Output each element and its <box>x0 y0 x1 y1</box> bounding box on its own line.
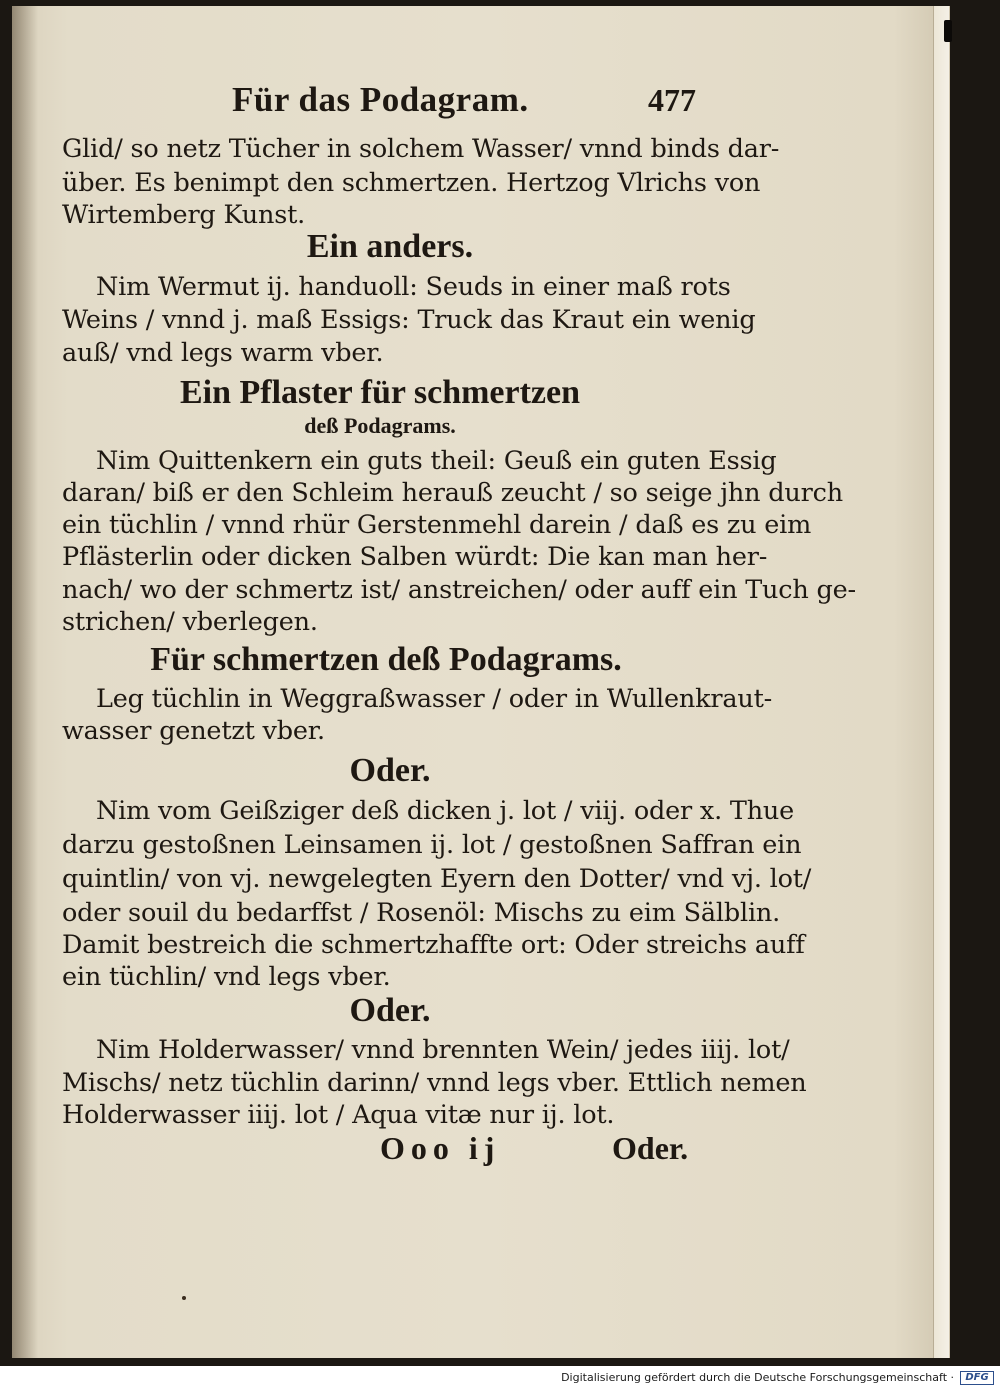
text-line: Wirtemberg Kunst. <box>62 200 306 230</box>
text-line: über. Es benimpt den schmertzen. Hertzog Vlrichs von <box>62 168 761 198</box>
text-line: nach/ wo der schmertz ist/ anstreichen/ oder auff ein Tuch ge- <box>62 575 856 605</box>
text-line: Nim vom Geißziger deß dicken j. lot / viij. oder x. Thue <box>96 796 795 826</box>
text-line: ein tüchlin / vnnd rhür Gerstenmehl darein / daß es zu eim <box>62 510 812 540</box>
text-line: Damit bestreich die schmertzhaffte ort: Oder streichs auff <box>62 930 805 960</box>
text-line: Leg tüchlin in Weggraßwasser / oder in Wullenkraut- <box>96 684 773 714</box>
section-heading: Oder. <box>349 992 431 1029</box>
running-title: Für das Podagram. <box>232 80 529 119</box>
text-line: darzu gestoßnen Leinsamen ij. lot / gestoßnen Saffran ein <box>62 830 802 860</box>
text-line: Nim Wermut ij. handuoll: Seuds in einer maß rots <box>96 272 731 302</box>
text-line: auß/ vnd legs warm vber. <box>62 338 384 368</box>
section-heading: Ein anders. <box>306 228 474 265</box>
text-line: quintlin/ von vj. newgelegten Eyern den Dotter/ vnd vj. lot/ <box>62 864 812 894</box>
catchword: Oder. <box>612 1130 689 1166</box>
text-line: Nim Holderwasser/ vnnd brennten Wein/ jedes iiij. lot/ <box>96 1035 790 1065</box>
section-heading: Ein Pflaster für schmertzen <box>179 374 581 411</box>
section-heading: Für schmertzen deß Podagrams. <box>150 641 622 678</box>
text-line: Holderwasser iiij. lot / Aqua vitæ nur ij. lot. <box>62 1100 615 1130</box>
text-line: Mischs/ netz tüchlin darinn/ vnnd legs vber. Ettlich nemen <box>62 1068 807 1098</box>
text-line: oder souil du bedarffst / Rosenöl: Mischs zu eim Sälblin. <box>62 898 781 928</box>
text-line: strichen/ vberlegen. <box>62 607 318 637</box>
text-line: Pflästerlin oder dicken Salben würdt: Die kan man her- <box>62 542 768 572</box>
page-edge <box>933 6 949 1358</box>
text-line: ein tüchlin/ vnd legs vber. <box>62 962 391 992</box>
dfg-logo: DFG <box>960 1371 994 1385</box>
text-line: Nim Quittenkern ein guts theil: Geuß ein guten Essig <box>96 446 777 476</box>
text-line: Weins / vnnd j. maß Essigs: Truck das Kraut ein wenig <box>62 305 756 335</box>
text-line: wasser genetzt vber. <box>62 716 325 746</box>
corner-marker <box>944 20 952 42</box>
section-heading: Oder. <box>349 752 431 789</box>
ink-speck <box>182 1296 186 1300</box>
section-subheading: deß Podagrams. <box>304 413 456 438</box>
footer-credit: Digitalisierung gefördert durch die Deutsche Forschungsgemeinschaft · <box>561 1371 954 1384</box>
signature-mark: Ooo ij <box>380 1130 501 1166</box>
page-number: 477 <box>648 82 696 118</box>
text-line: daran/ biß er den Schleim herauß zeucht / so seige jhn durch <box>62 478 843 508</box>
text-line: Glid/ so netz Tücher in solchem Wasser/ vnnd binds dar- <box>62 134 780 164</box>
gutter-shadow <box>12 6 38 1358</box>
